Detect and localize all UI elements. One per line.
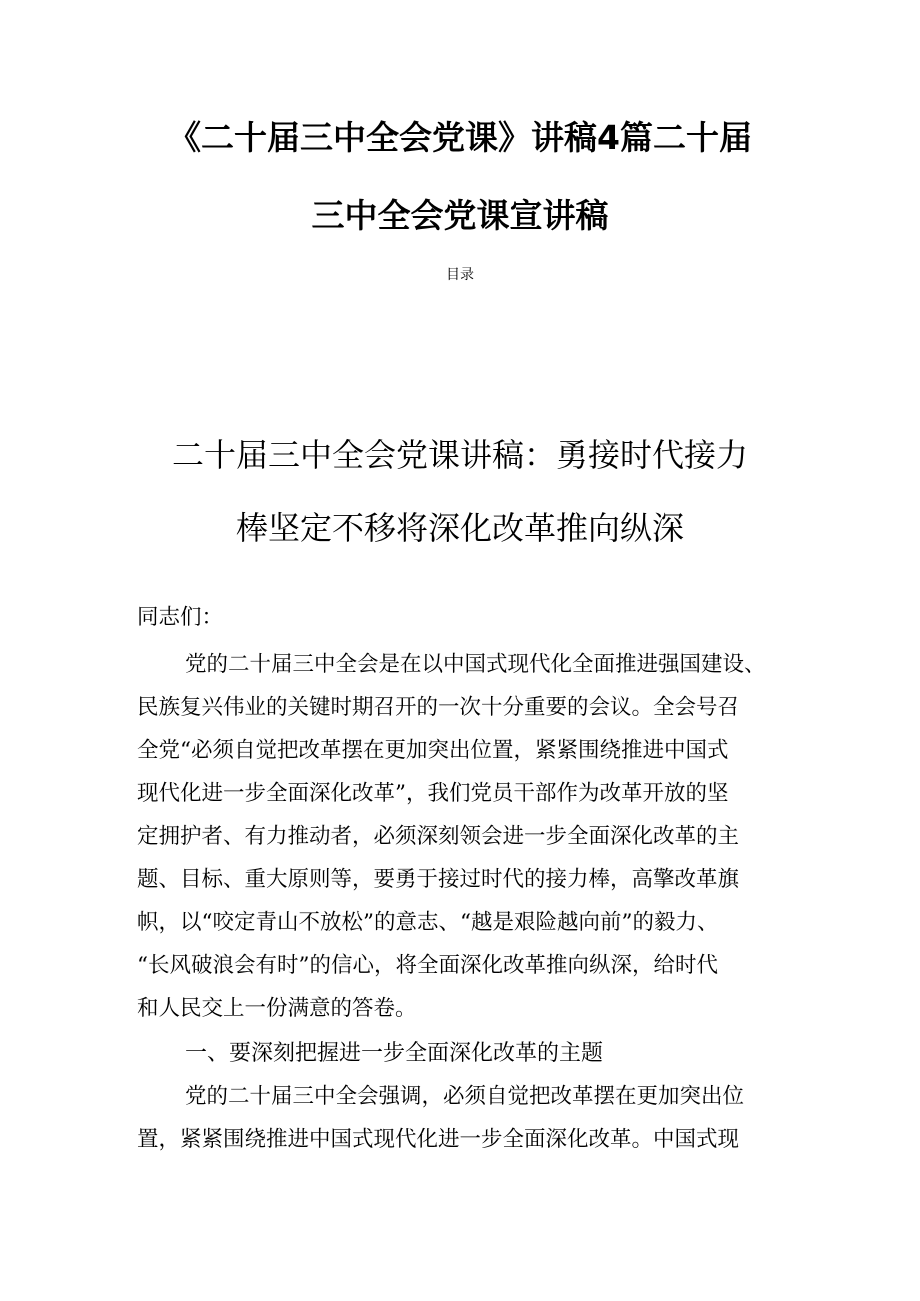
toc-label: 目录 bbox=[446, 267, 474, 283]
paragraph-line: 全党“必须自觉把改革摆在更加突出位置，紧紧围绕推进中国式 bbox=[137, 738, 729, 763]
paragraph-line: “长风破浪会有时”的信心，将全面深化改革推向纵深，给时代 bbox=[137, 953, 718, 978]
section-heading: 一、要深刻把握进一步全面深化改革的主题 bbox=[185, 1041, 604, 1066]
article-title-line-2: 棒坚定不移将深化改革推向纵深 bbox=[235, 509, 684, 547]
paragraph-line: 帜，以“咬定青山不放松”的意志、“越是艰险越向前”的毅力、 bbox=[137, 910, 719, 935]
paragraph-line: 定拥护者、有力推动者，必须深刻领会进一步全面深化改革的主 bbox=[137, 824, 740, 849]
paragraph-line: 党的二十届三中全会强调，必须自觉把改革摆在更加突出位 bbox=[185, 1084, 745, 1109]
paragraph-line: 置，紧紧围绕推进中国式现代化进一步全面深化改革。中国式现 bbox=[137, 1127, 740, 1152]
document-title-line-1: 《二十届三中全会党课》讲稿4篇二十届 bbox=[168, 118, 752, 157]
article-title-line-1: 二十届三中全会党课讲稿：勇接时代接力 bbox=[171, 436, 748, 474]
paragraph-line: 党的二十届三中全会是在以中国式现代化全面推进强国建设、 bbox=[185, 652, 766, 677]
paragraph-line: 现代化进一步全面深化改革”，我们党员干部作为改革开放的坚 bbox=[137, 781, 729, 806]
salutation: 同志们： bbox=[137, 605, 224, 630]
paragraph-line: 民族复兴伟业的关键时期召开的一次十分重要的会议。全会号召 bbox=[137, 695, 740, 720]
document-title-line-2: 三中全会党课宣讲稿 bbox=[311, 196, 609, 235]
paragraph-line: 题、目标、重大原则等，要勇于接过时代的接力棒，高擎改革旗 bbox=[137, 867, 740, 892]
paragraph-line: 和人民交上一份满意的答卷。 bbox=[137, 996, 417, 1021]
